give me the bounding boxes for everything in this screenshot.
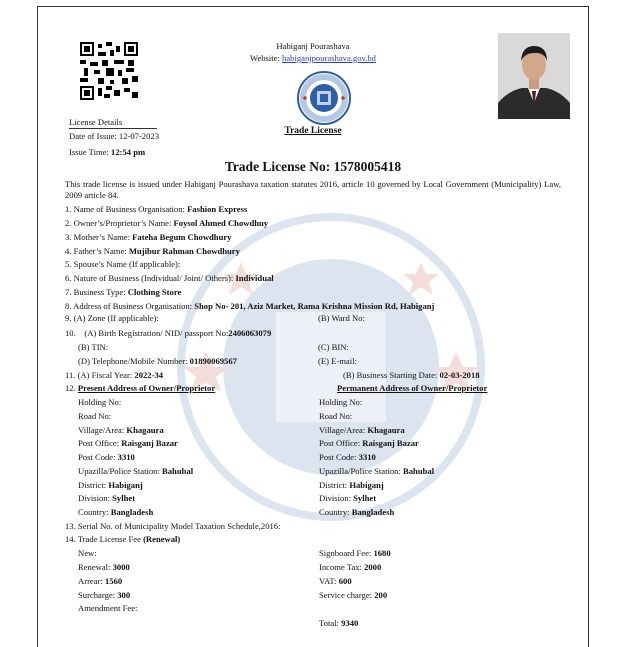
issue-date-line: Date of Issue: 12-07-2023 (69, 131, 159, 141)
fee-arrear: Arrear: 1560 (78, 576, 123, 586)
website-link[interactable]: habiganjpourashava.gov.bd (282, 53, 376, 63)
permanent-village: Village/Area: Khagaura (319, 425, 405, 435)
fee-vat: VAT: 600 (319, 576, 352, 586)
present-district: District: Habiganj (78, 480, 143, 490)
details-divider (69, 128, 157, 129)
field-zone: 9. (A) Zone (If applicable): (65, 313, 159, 323)
license-title: Trade License No: 1578005418 (224, 159, 402, 174)
present-holding: Holding No: (78, 397, 122, 407)
issue-time-line: Issue Time: 12:54 pm (69, 147, 146, 157)
field-email: (E) E-mail: (318, 356, 357, 366)
permanent-division: Division: Sylhet (319, 493, 377, 503)
permanent-upazila: Upazilla/Police Station: Bahubal (319, 466, 435, 476)
field-owner-name: 2. Owner’s/Proprietor’s Name: Foysol Ahmed Chowdhuy (65, 218, 269, 228)
field-phone: (D) Telephone/Mobile Number: 01890069567 (78, 356, 237, 366)
field-fiscal-year: 11. (A) Fiscal Year: 2022-34 (65, 370, 164, 380)
field-nature-business: 6. Nature of Business (Individual/ Joint/ Others): Individual (65, 273, 274, 283)
field-father-name: 4. Father’s Name: Mujibur Rahman Chowdhury (65, 246, 240, 256)
fee-service: Service charge: 200 (319, 590, 388, 600)
field-tin: (B) TIN: (78, 342, 109, 352)
permanent-country: Country: Bangladesh (319, 507, 395, 517)
fee-renewal: Renewal: 3000 (78, 562, 130, 572)
owner-photo (498, 33, 570, 119)
website-label: Website: (250, 53, 280, 63)
field-start-date: (B) Business Starting Date: 02-03-2018 (343, 370, 480, 380)
permanent-road: Road No: (319, 411, 353, 421)
field-spouse-name: 5. Spouse’s Name (If applicable): (65, 259, 181, 269)
present-road: Road No: (78, 411, 112, 421)
permanent-district: District: Habiganj (319, 480, 384, 490)
fee-income-tax: Income Tax: 2000 (319, 562, 382, 572)
fee-amendment: Amendment Fee: (78, 603, 138, 613)
field-bin: (C) BIN: (318, 342, 349, 352)
license-document (37, 6, 589, 647)
permanent-post-office: Post Office: Raisganj Bazar (319, 438, 419, 448)
present-post-office: Post Office: Raisganj Bazar (78, 438, 178, 448)
field-business-name: 1. Name of Business Organisation: Fashion Express (65, 204, 248, 214)
field-nid: 10. (A) Birth Registration/ NID/ passport No:2406063079 (65, 328, 272, 338)
intro-paragraph: This trade license is issued under Habiganj Pourashava taxation statutes 2016, article 10 governed by Local Government (Municipality) Law, 2009 article 84. (65, 179, 561, 200)
doc-type: Trade License (284, 126, 342, 136)
field-business-address: 8. Address of Business Organisation: Shop No- 201, Aziz Market, Rama Krishna Mission Rd, Habiganj (65, 301, 435, 311)
present-country: Country: Bangladesh (78, 507, 154, 517)
present-division: Division: Sylhet (78, 493, 136, 503)
field-business-type: 7. Business Type: Clothing Store (65, 287, 182, 297)
field-address-heading: 12. Present Address of Owner/Proprietor (65, 383, 216, 393)
license-details-heading: License Details (69, 117, 123, 127)
fee-signboard: Signboard Fee: 1680 (319, 548, 391, 558)
municipality-seal (297, 71, 351, 125)
present-post-code: Post Code: 3310 (78, 452, 135, 462)
present-upazila: Upazilla/Police Station: Bahubal (78, 466, 194, 476)
permanent-address-heading: Permanent Address of Owner/Proprietor (337, 383, 488, 393)
fee-surcharge: Surcharge: 300 (78, 590, 131, 600)
field-ward: (B) Ward No: (318, 313, 365, 323)
permanent-holding: Holding No: (319, 397, 363, 407)
present-village: Village/Area: Khagaura (78, 425, 164, 435)
fee-new: New: (78, 548, 97, 558)
field-mother-name: 3. Mother’s Name: Fateha Begum Chowdhury (65, 232, 232, 242)
permanent-post-code: Post Code: 3310 (319, 452, 376, 462)
authority-name: Habiganj Pourashava (276, 41, 350, 51)
fee-total: Total: 9340 (319, 618, 359, 628)
field-serial-no: 13. Serial No. of Municipality Model Taxation Schedule,2016: (65, 521, 281, 531)
field-license-fee: 14. Trade License Fee (Renewal) (65, 534, 181, 544)
